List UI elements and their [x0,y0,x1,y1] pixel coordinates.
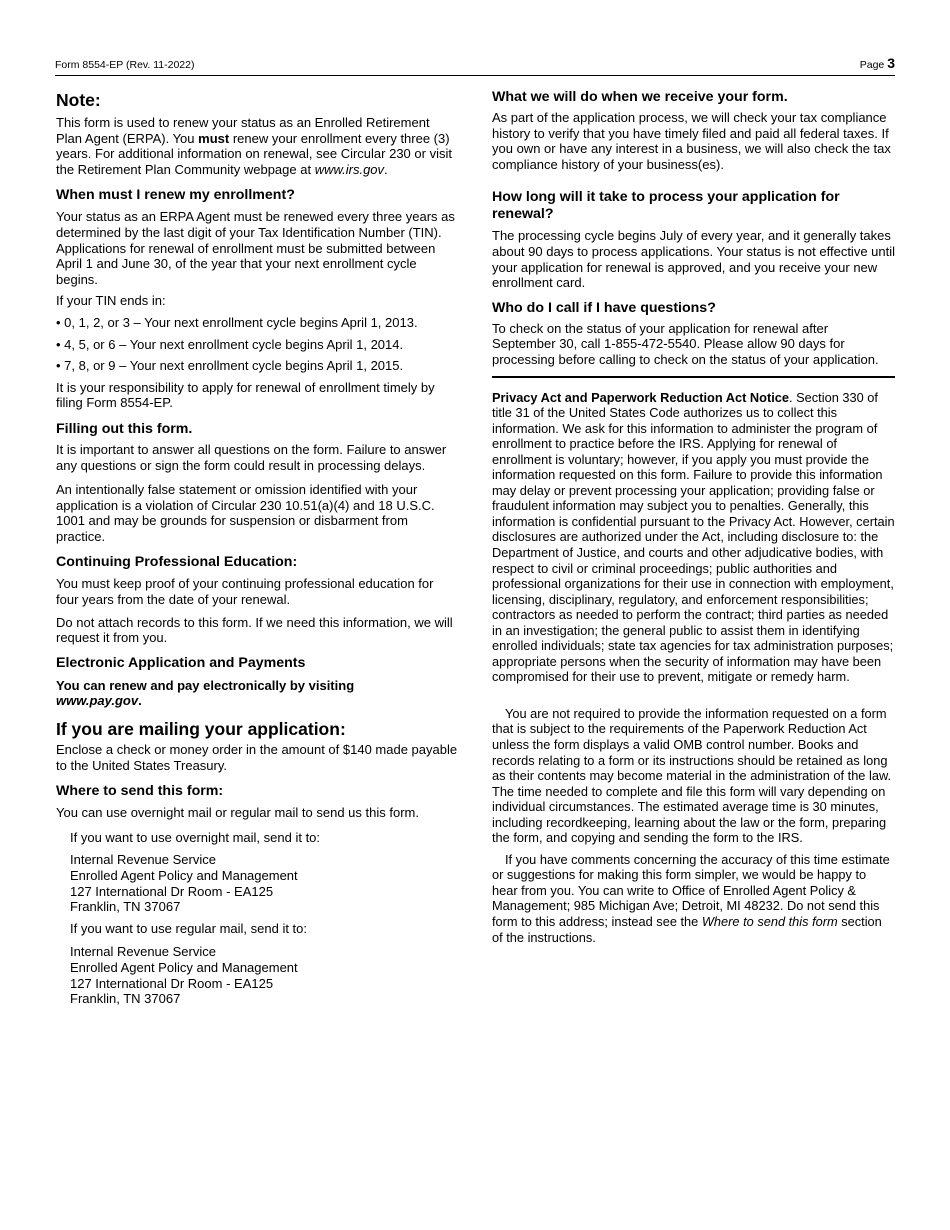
howlong-paragraph: The processing cycle begins July of every year, and it generally takes about 90 days to process applications. Your status is not effective until your application for renewal is approved, and you receive your new enrollment card. [492,228,896,291]
address-line: 127 International Dr Room - EA125 [70,975,274,991]
privacy-paragraph-2: You are not required to provide the information requested on a form that is subject to the requirements of the Paperwork Reduction Act unless the form displays a valid OMB control number. Books and records relating to a form or its instructions should be retained as long as their contents may become material in the administration of the law. The time needed to complete and file this form will vary depending on individual circumstances. The estimated average time is 30 minutes, including recordkeeping, learning about the law or the form, preparing the form, and copying and sending the form to the IRS. [492,705,892,846]
note-text-b: renew your enrollment every three (3) years. For additional information on renewal, see Circular 230 or visit the Retirement Plan Community webpage at [56,130,452,177]
receive-paragraph: As part of the application process, we will check your tax compliance history to verify that you have timely filed and paid all federal taxes. If you own or have any interest in a business, we will also check the tax compliance history of your business(es). [492,110,891,172]
address-line: Franklin, TN 37067 [70,991,181,1007]
address-line: Franklin, TN 37067 [70,899,181,915]
filling-paragraph-2: An intentionally false statement or omission identified with your application is a violation of Circular 230 10.51(a)(4) and 18 U.S.C. 1001 and may be grounds for suspension or disbarment from practice. [56,482,435,544]
irs-link[interactable]: www.irs.gov [314,161,385,177]
regular-intro: If you want to use regular mail, send it to: [70,920,308,936]
note-heading: Note: [56,90,101,110]
paygov-link[interactable]: www.pay.gov [56,693,139,709]
whocall-heading: Who do I call if I have questions? [492,299,716,316]
address-line: Enrolled Agent Policy and Management [70,959,298,975]
note-text-a: This form is used to renew your status as an Enrolled Retirement Plan Agent (ERPA). You [56,115,430,146]
page-header [55,55,895,76]
cpe-heading: Continuing Professional Education: [56,554,298,571]
overnight-address [56,852,458,914]
overnight-intro: If you want to use overnight mail, send it to: [70,829,321,845]
address-line: Internal Revenue Service [70,852,216,868]
renew-paragraph-3: It is your responsibility to apply for renewal of enrollment timely by filing Form 8554-EP. [56,379,435,411]
address-line: 127 International Dr Room - EA125 [70,883,274,899]
cpe-paragraph-1: You must keep proof of your continuing professional education for four years from the date of your renewal. [56,576,434,608]
electronic-heading: Electronic Application and Payments [56,654,306,671]
section-divider [492,376,895,378]
electronic-end: . [138,693,142,709]
note-must: must [198,130,230,146]
renew-heading: When must I renew my enrollment? [56,187,295,204]
page-number: 3 [887,55,895,71]
page-indicator [860,55,895,71]
whocall-paragraph: To check on the status of your application for renewal after September 30, call 1-855-472-5540. Please allow 90 days for processing before calling to check on the status of your application. [492,320,879,367]
note-paragraph [56,115,458,177]
address-line: Internal Revenue Service [70,944,216,960]
cpe-paragraph-2: Do not attach records to this form. If we need this information, we will request it from you. [56,614,453,646]
mailing-heading: If you are mailing your application: [56,719,346,740]
renew-paragraph-2: If your TIN ends in: [56,293,166,309]
note-text-end: . [384,161,388,177]
page-word: Page [859,59,885,71]
privacy-paragraph-3 [492,852,895,945]
right-column [492,84,895,945]
where-paragraph: You can use overnight mail or regular mail to send us this form. [56,805,419,821]
privacy-text-3-italic: Where to send this form [701,914,838,930]
tin-bullet-1: • 0, 1, 2, or 3 – Your next enrollment cycle begins April 1, 2013. [56,314,418,330]
filling-paragraph-1: It is important to answer all questions on the form. Failure to answer any questions or sign the form could result in processing delays. [56,441,447,473]
privacy-text-3a: If you have comments concerning the accuracy of this time estimate or suggestions for making this form simpler, we would be happy to hear from you. You can write to Office of Enrolled Agent Policy & Management; 985 Michigan Ave; Detroit, MI 48232. Do not send this form to this address; instead see the [492,851,890,930]
receive-heading: What we will do when we receive your form. [492,89,788,105]
left-column [56,84,458,1007]
regular-address [56,944,458,1006]
filling-heading: Filling out this form. [56,420,193,437]
renew-paragraph-1: Your status as an ERPA Agent must be renewed every three years as determined by the last digit of your Tax Identification Number (TIN). Applications for renewal of enrollment must be submitted between April 1 and June 30, of the year that your next enrollment cycle begins. [56,209,455,287]
electronic-text: You can renew and pay electronically by visiting [56,677,355,693]
tin-bullet-3: • 7, 8, or 9 – Your next enrollment cycle begins April 1, 2015. [56,358,404,374]
privacy-text-1: . Section 330 of title 31 of the United States Code authorizes us to collect this information. We ask for this information to administer the program of enrollment to practice before the IRS. Applying for renewal of enrollment is voluntary; however, if you apply you must provide the information requested on this form. Failure to provide this information may delay or prevent processing your application; providing false or fraudulent information may subject you to penalties. Generally, this information is confidential pursuant to the Privacy Act. However, certain disclosures are authorized under the Act, including disclosure to: the Department of Justice, and courts and other adjudicative bodies, with respect to civil or criminal proceedings; public authorities and professional organizations for their use in connection with employment, licensing, disciplinary, regulatory, and enforcement responsibilities; contractors as needed to perform the contract; third parties as needed in an investigation; the general public to assist them in identifying enrolled individuals; state tax agencies for tax administration purposes; appropriate persons when the security of information may have been compromised for their use to prevent, mitigate or remedy harm. [492,389,895,685]
form-label: Form 8554-EP (Rev. 11-2022) [55,59,195,71]
privacy-title: Privacy Act and Paperwork Reduction Act Notice [492,389,790,405]
electronic-paragraph [56,678,458,709]
where-heading: Where to send this form: [56,783,224,800]
mailing-paragraph: Enclose a check or money order in the amount of $140 made payable to the United States Treasury. [56,742,458,773]
privacy-paragraph-1 [492,390,895,685]
howlong-heading: How long will it take to process your application for renewal? [492,189,840,223]
privacy-text-3b: section of the instructions. [492,914,882,945]
address-line: Enrolled Agent Policy and Management [70,868,298,883]
tin-bullet-2: • 4, 5, or 6 – Your next enrollment cycle begins April 1, 2014. [56,336,404,352]
